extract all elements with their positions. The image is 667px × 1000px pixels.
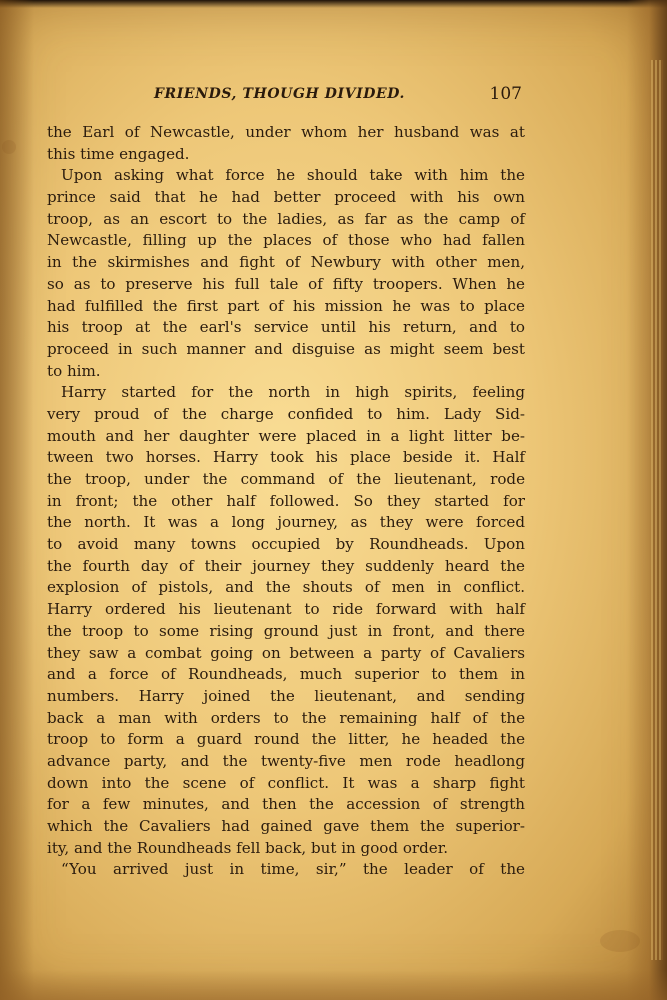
page-bottom-edge: [0, 970, 667, 1000]
text-line: in front; the other half followed. So they started for: [47, 491, 525, 510]
text-line: prince said that he had better proceed with his own: [47, 188, 525, 207]
text-line: Harry started for the north in high spirits, feeling: [61, 383, 525, 402]
text-line: back a man with orders to the remaining half of the: [47, 708, 525, 727]
paper-stain: [600, 930, 640, 952]
text-line: troop, as an escort to the ladies, as far as the camp of: [47, 209, 525, 228]
text-line: and a force of Roundheads, much superior to them in: [47, 665, 525, 684]
text-line: numbers. Harry joined the lieutenant, and sending: [47, 686, 525, 705]
text-line: which the Cavaliers had gained gave them the superior-: [47, 817, 525, 835]
text-line: so as to preserve his full tale of fifty troopers. When he: [47, 274, 525, 293]
text-line: down into the scene of conflict. It was a sharp fight: [47, 773, 525, 792]
text-line: troop to form a guard round the litter, he headed the: [47, 730, 525, 749]
page-header: [46, 84, 524, 110]
text-line: proceed in such manner and disguise as might seem best: [47, 339, 525, 358]
running-head: FRIENDS, THOUGH DIVIDED.: [154, 86, 406, 102]
paper-stain: [2, 140, 16, 154]
text-line: Harry ordered his lieutenant to ride forward with half: [47, 600, 525, 619]
text-line: his troop at the earl's service until his return, and to: [47, 318, 525, 337]
text-line: the fourth day of their journey they suddenly heard the: [47, 556, 525, 575]
text-line: this time engaged.: [47, 144, 190, 163]
page-right-edge: [627, 0, 667, 1000]
text-line: Upon asking what force he should take with him the: [61, 166, 525, 185]
text-line: they saw a combat going on between a party of Cavaliers: [47, 643, 525, 662]
text-line: the north. It was a long journey, as they were forced: [47, 513, 525, 532]
text-line: the Earl of Newcastle, under whom her husband was at: [47, 123, 525, 141]
text-line: very proud of the charge confided to him. Lady Sid-: [47, 404, 525, 423]
text-line: the troop, under the command of the lieutenant, rode: [47, 470, 525, 488]
text-line: advance party, and the twenty-five men rode headlong: [47, 751, 525, 770]
body-text: [47, 122, 525, 881]
text-line: to avoid many towns occupied by Roundheads. Upon: [47, 535, 525, 554]
text-line: in the skirmishes and fight of Newbury with other men,: [47, 253, 525, 272]
text-line: the troop to some rising ground just in front, and there: [47, 621, 525, 640]
text-line: to him.: [47, 361, 101, 380]
text-line: mouth and her daughter were placed in a light litter be-: [47, 426, 525, 445]
text-line: explosion of pistols, and the shouts of men in conflict.: [47, 578, 525, 597]
text-line: Newcastle, filling up the places of those who had fallen: [47, 231, 525, 250]
text-line: tween two horses. Harry took his place beside it. Half: [47, 448, 525, 467]
page-stack-edges: [651, 60, 663, 960]
text-line: “You arrived just in time, sir,” the leader of the: [61, 860, 525, 879]
text-line: ity, and the Roundheads fell back, but in good order.: [47, 838, 449, 857]
text-line: had fulfilled the first part of his mission he was to place: [47, 296, 525, 315]
page-number: 107: [489, 84, 522, 104]
page-top-edge: [0, 0, 667, 8]
text-line: for a few minutes, and then the accession of strength: [47, 795, 525, 814]
